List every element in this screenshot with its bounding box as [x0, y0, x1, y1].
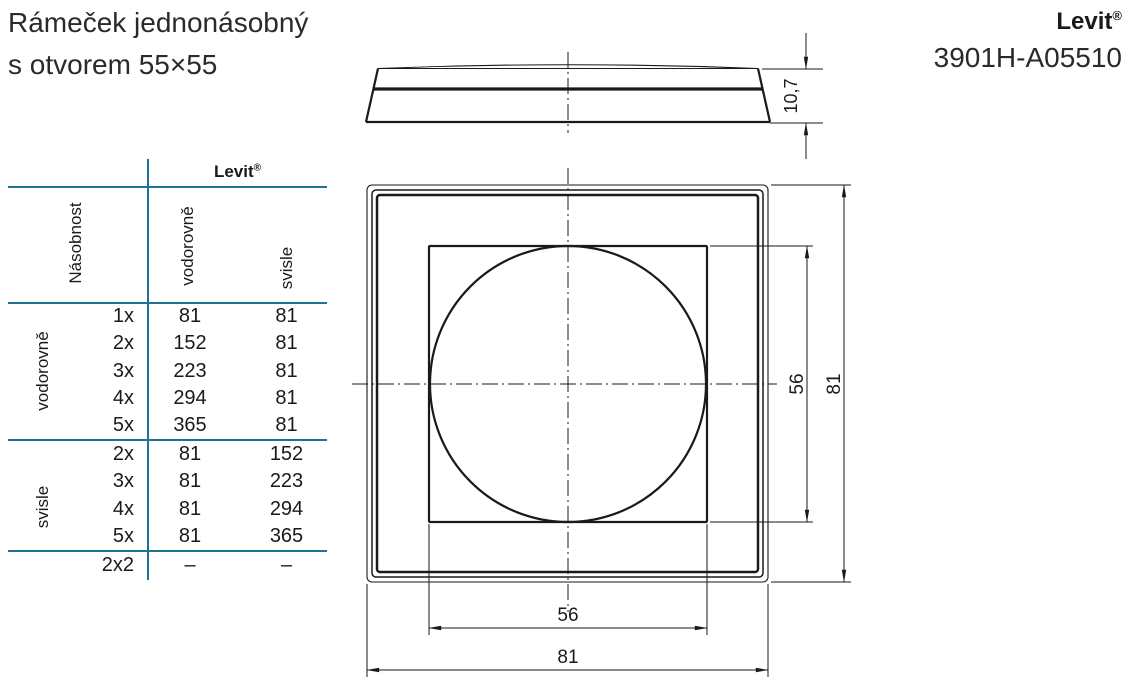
cell-horizontal-value: – [184, 553, 196, 576]
cell-horizontal-value: 223 [173, 359, 207, 382]
dim-label-outer-width: 81 [557, 647, 579, 668]
front-view [352, 168, 777, 612]
cell-horizontal-value: 294 [173, 386, 207, 409]
cell-multiplicity: 2x2 [101, 553, 134, 576]
column-header-horizontal: vodorovně [178, 206, 197, 286]
cell-horizontal-value: 81 [178, 443, 202, 466]
cell-multiplicity: 2x [112, 443, 134, 466]
cell-multiplicity: 2x [112, 332, 134, 355]
cell-vertical-value: 81 [275, 305, 298, 328]
registered-mark: ® [1112, 8, 1122, 23]
cell-multiplicity: 3x [112, 470, 134, 493]
profile-view [366, 52, 770, 133]
cell-horizontal-value: 81 [178, 305, 202, 328]
cell-multiplicity: 4x [112, 386, 134, 409]
dim-label-profile-height: 10,7 [781, 78, 801, 114]
column-header-multiplicity: Násobnost [66, 202, 85, 284]
cell-vertical-value: 81 [275, 332, 298, 355]
cell-multiplicity: 5x [112, 413, 134, 436]
table-header-registered-mark: ® [253, 162, 262, 174]
profile-dimension-height [762, 33, 823, 159]
cell-multiplicity: 4x [112, 497, 134, 520]
cell-multiplicity: 5x [112, 524, 134, 547]
dim-label-inner-height: 56 [787, 373, 808, 395]
page-title-line1: Rámeček jednonásobný [8, 7, 309, 38]
group-label-vertical: svisle [33, 485, 52, 529]
cell-horizontal-value: 81 [178, 497, 202, 520]
cell-vertical-value: 81 [275, 386, 298, 409]
group-label-horizontal: vodorovně [33, 331, 52, 411]
product-code: 3901H-A05510 [933, 42, 1122, 73]
cell-vertical-value: 223 [269, 470, 304, 493]
cell-horizontal-value: 365 [173, 413, 207, 436]
page-title-line2: s otvorem 55×55 [8, 49, 218, 80]
cell-multiplicity: 3x [112, 359, 134, 382]
cell-multiplicity: 1x [112, 305, 134, 328]
cell-vertical-value: 81 [275, 413, 298, 436]
dim-label-inner-width: 56 [557, 605, 579, 626]
cell-horizontal-value: 152 [173, 332, 207, 355]
cell-vertical-value: 365 [269, 524, 304, 547]
cell-vertical-value: 81 [275, 359, 298, 382]
cell-horizontal-value: 81 [178, 470, 202, 493]
cell-vertical-value: 294 [269, 497, 304, 520]
column-header-vertical: svisle [277, 246, 296, 290]
cell-vertical-value: – [280, 553, 293, 576]
dim-label-outer-height: 81 [824, 373, 845, 395]
cell-horizontal-value: 81 [178, 524, 202, 547]
cell-vertical-value: 152 [269, 443, 304, 466]
table-header-brand-text: Levit [213, 162, 254, 181]
brand-text: Levit [1056, 8, 1113, 35]
